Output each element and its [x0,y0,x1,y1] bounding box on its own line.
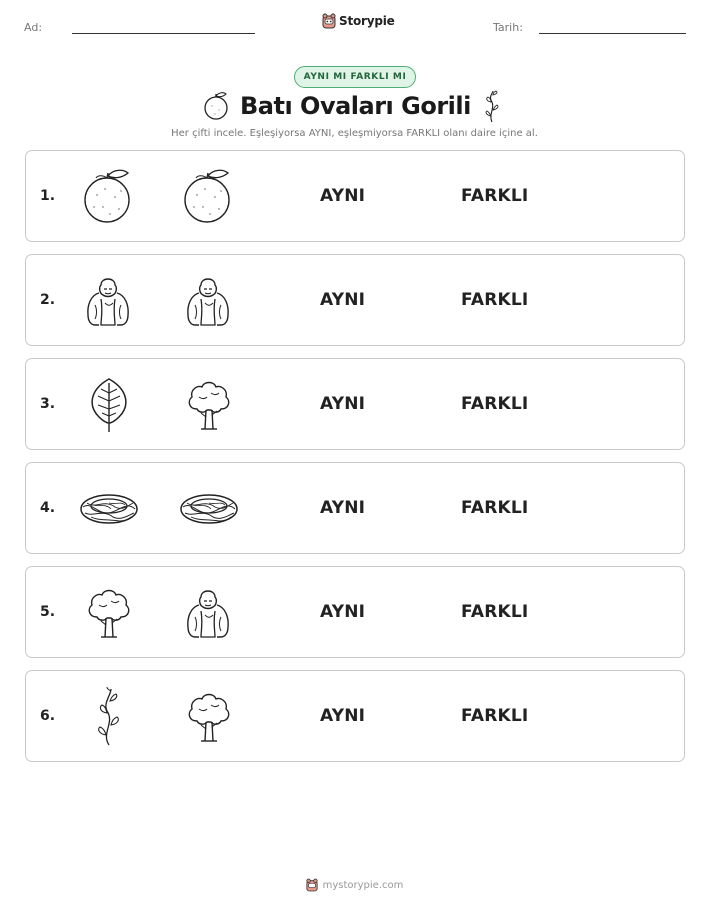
date-label: Tarih: [493,21,523,34]
footer-url[interactable]: mystorypie.com [322,879,404,891]
brand-name: Storypie [339,14,395,28]
date-line[interactable] [539,33,686,34]
footer [0,878,709,892]
option-same[interactable]: AYNI [320,290,366,310]
page-title: Batı Ovaları Gorili [240,92,471,120]
row-number: 5. [40,604,56,620]
option-different[interactable]: FARKLI [461,290,529,310]
row-number: 3. [40,396,56,412]
activity-badge: AYNI MI FARKLI MI [294,66,416,88]
option-different[interactable]: FARKLI [461,602,529,622]
nest-icon [179,479,239,539]
exercise-row [25,254,685,346]
leaf-icon [79,375,139,435]
option-same[interactable]: AYNI [320,186,366,206]
brand-logo [322,13,395,29]
row-number: 6. [40,708,56,724]
tree-icon [179,687,239,747]
storypie-mascot-icon [306,878,318,892]
exercise-row [25,670,685,762]
option-same[interactable]: AYNI [320,706,366,726]
exercise-row [25,358,685,450]
row-number: 1. [40,188,56,204]
tree-icon [79,583,139,643]
row-number: 4. [40,500,56,516]
gorilla-icon [179,271,239,331]
option-same[interactable]: AYNI [320,602,366,622]
row-number: 2. [40,292,56,308]
nest-icon [79,479,139,539]
option-different[interactable]: FARKLI [461,498,529,518]
exercise-row [25,566,685,658]
option-different[interactable]: FARKLI [461,394,529,414]
orange-icon [201,90,231,122]
instructions: Her çifti incele. Eşleşiyorsa AYNI, eşleşmiyorsa FARKLI olanı daire içine al. [171,128,538,139]
option-same[interactable]: AYNI [320,394,366,414]
tree-icon [179,375,239,435]
exercise-list [25,150,685,774]
storypie-mascot-icon [322,13,336,29]
option-same[interactable]: AYNI [320,498,366,518]
vine-icon [481,90,503,124]
option-different[interactable]: FARKLI [461,186,529,206]
name-label: Ad: [24,21,43,34]
orange-icon [179,167,239,227]
gorilla-icon [79,271,139,331]
exercise-row [25,150,685,242]
name-line[interactable] [72,33,255,34]
vine-icon [79,687,139,747]
title-row [0,88,709,126]
orange-icon [79,167,139,227]
exercise-row [25,462,685,554]
option-different[interactable]: FARKLI [461,706,529,726]
gorilla-icon [179,583,239,643]
